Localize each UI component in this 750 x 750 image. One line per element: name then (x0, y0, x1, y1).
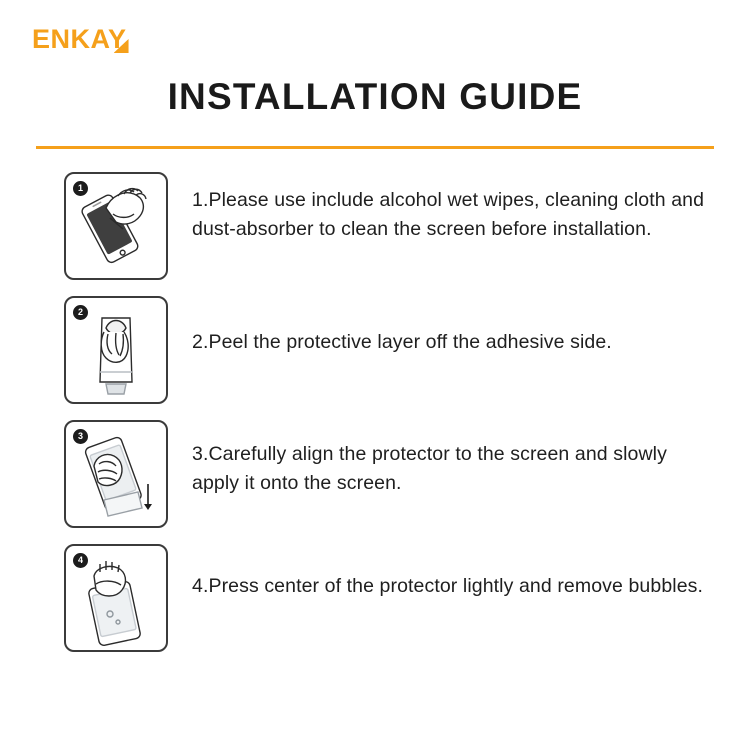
step-illustration-1 (64, 172, 168, 280)
list-item (0, 296, 750, 404)
step-badge: 4 (73, 553, 88, 568)
step-badge: 2 (73, 305, 88, 320)
step-text: 2.Peel the protective layer off the adhesive side. (192, 331, 612, 353)
steps-list (0, 172, 750, 668)
step-illustration-4 (64, 544, 168, 652)
step-text: 1.Please use include alcohol wet wipes, cleaning cloth and dust-absorber to clean the screen before installation. (192, 189, 705, 240)
list-item (0, 420, 750, 528)
list-item (0, 544, 750, 652)
page-title: INSTALLATION GUIDE (167, 76, 583, 117)
title-divider (36, 146, 714, 149)
step-text: 3.Carefully align the protector to the screen and slowly apply it onto the screen. (192, 443, 667, 494)
step-badge: 1 (73, 181, 88, 196)
step-badge: 3 (73, 429, 88, 444)
brand-logo (32, 26, 127, 53)
step-illustration-2 (64, 296, 168, 404)
step-text: 4.Press center of the protector lightly and remove bubbles. (192, 575, 704, 597)
step-illustration-3 (64, 420, 168, 528)
list-item (0, 172, 750, 280)
brand-name: ENKAY (32, 24, 127, 54)
